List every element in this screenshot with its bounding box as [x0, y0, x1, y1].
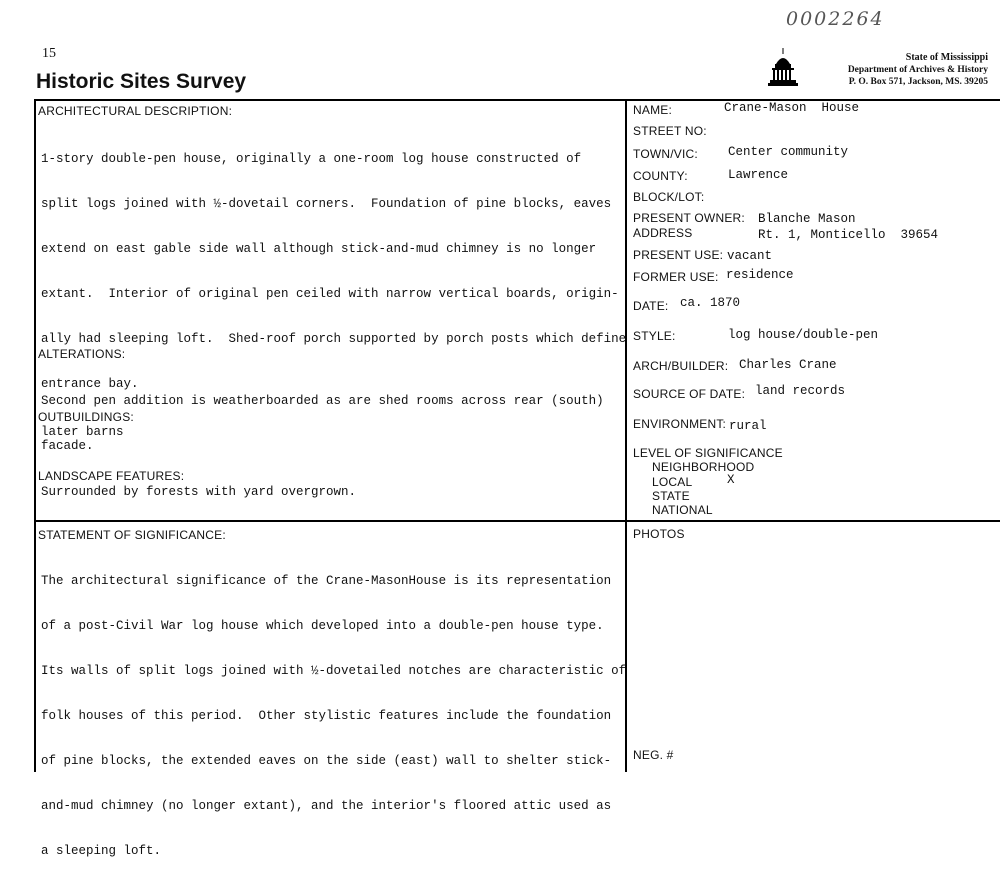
builder-label: ARCH/BUILDER: [633, 359, 729, 373]
negative-number-label: NEG. # [633, 748, 674, 762]
form-title: Historic Sites Survey [36, 70, 247, 93]
agency-line-1: State of Mississippi [905, 52, 988, 63]
outbuildings-text: later barns [41, 425, 124, 439]
landscape-text: Surrounded by forests with yard overgrown. [41, 485, 357, 499]
former-use-value: residence [726, 268, 794, 282]
source-of-date-value: land records [755, 384, 846, 398]
environment-value: rural [729, 419, 767, 433]
significance-line: folk houses of this period. Other stylistic features include the foundation [41, 709, 612, 723]
builder-value: Charles Crane [739, 358, 837, 372]
alterations-line: facade. [41, 439, 94, 453]
arch-description-label: ARCHITECTURAL DESCRIPTION: [38, 104, 233, 118]
agency-block [800, 52, 988, 88]
former-use-label: FORMER USE: [633, 270, 719, 284]
level-local-mark: X [727, 473, 735, 487]
name-label: NAME: [633, 103, 673, 117]
style-label: STYLE: [633, 329, 676, 343]
level-neighborhood: NEIGHBORHOOD [652, 460, 755, 474]
significance-line: and-mud chimney (no longer extant), and the interior's floored attic used as [41, 799, 612, 813]
town-label: TOWN/VIC: [633, 147, 698, 161]
address-value: Rt. 1, Monticello 39654 [758, 228, 939, 242]
street-label: STREET NO: [633, 124, 707, 138]
present-use-label: PRESENT USE: [633, 248, 724, 262]
level-local: LOCAL [652, 475, 693, 489]
significance-text [41, 544, 641, 874]
outbuildings-label: OUTBUILDINGS: [38, 410, 134, 424]
arch-desc-line: extend on east gable side wall although stick-and-mud chimney is no longer [41, 242, 597, 256]
date-value: ca. 1870 [680, 296, 741, 310]
county-value: Lawrence [728, 168, 789, 182]
level-state: STATE [652, 489, 690, 503]
arch-desc-line: 1-story double-pen house, originally a one-room log house constructed of [41, 152, 582, 166]
style-value: log house/double-pen [728, 328, 879, 342]
significance-line: Its walls of split logs joined with ½-dovetailed notches are characteristic of [41, 664, 627, 678]
agency-line-2: Department of Archives & History [847, 65, 988, 75]
significance-label: STATEMENT OF SIGNIFICANCE: [38, 528, 226, 542]
significance-line: a sleeping loft. [41, 844, 162, 858]
source-of-date-label: SOURCE OF DATE: [633, 387, 746, 401]
arch-desc-line: extant. Interior of original pen ceiled with narrow vertical boards, origin- [41, 287, 619, 301]
owner-value: Blanche Mason [758, 212, 856, 226]
alterations-line: Second pen addition is weatherboarded as are shed rooms across rear (south) [41, 394, 604, 408]
environment-label: ENVIRONMENT: [633, 417, 727, 431]
capitol-building-icon [768, 48, 798, 88]
name-value: Crane-Mason House [724, 101, 860, 115]
form-middle-border [34, 520, 1000, 522]
block-lot-label: BLOCK/LOT: [633, 190, 705, 204]
address-label: ADDRESS [633, 226, 693, 240]
page-number: 15 [42, 46, 56, 61]
arch-desc-line: split logs joined with ½-dovetail corners. Foundation of pine blocks, eaves [41, 197, 612, 211]
significance-line: The architectural significance of the Crane-MasonHouse is its representation [41, 574, 612, 588]
owner-label: PRESENT OWNER: [633, 211, 745, 225]
agency-line-3: P. O. Box 571, Jackson, MS. 39205 [848, 77, 988, 87]
arch-desc-line: ally had sleeping loft. Shed-roof porch supported by porch posts which define [41, 332, 627, 346]
form-left-border [34, 99, 36, 772]
town-value: Center community [728, 145, 849, 159]
alterations-label: ALTERATIONS: [38, 347, 126, 361]
significance-line: of a post-Civil War log house which developed into a double-pen house type. [41, 619, 604, 633]
county-label: COUNTY: [633, 169, 688, 183]
level-national: NATIONAL [652, 503, 713, 517]
photos-label: PHOTOS [633, 527, 685, 541]
landscape-label: LANDSCAPE FEATURES: [38, 469, 185, 483]
arch-desc-line: entrance bay. [41, 377, 139, 391]
handwritten-id: 0002264 [786, 8, 885, 30]
level-of-significance-label: LEVEL OF SIGNIFICANCE [633, 446, 783, 460]
date-label: DATE: [633, 299, 669, 313]
present-use-value: vacant [727, 249, 773, 263]
significance-line: of pine blocks, the extended eaves on the side (east) wall to shelter stick- [41, 754, 612, 768]
